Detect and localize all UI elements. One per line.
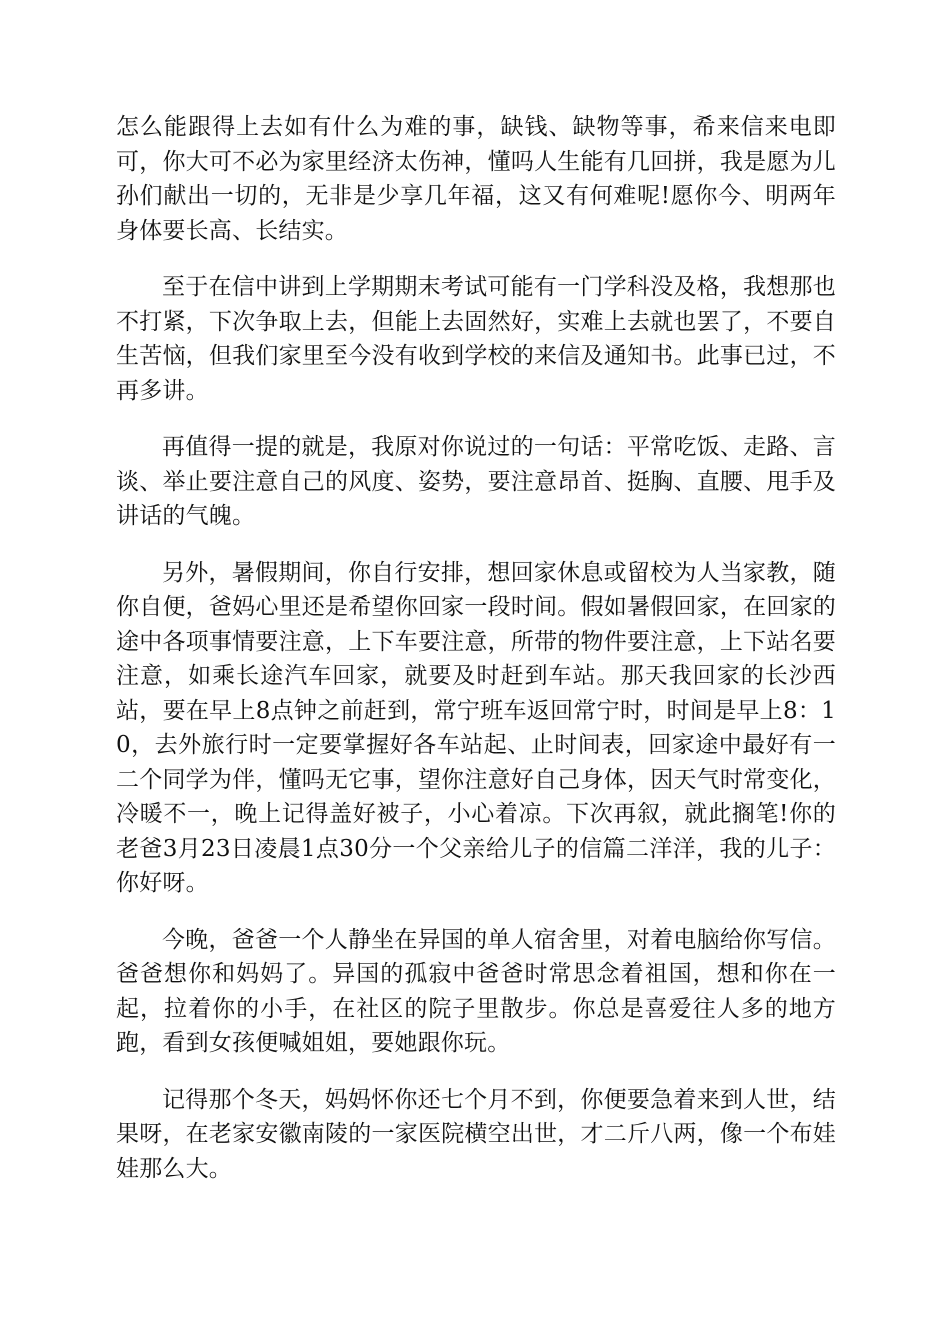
paragraph-2: 至于在信中讲到上学期期末考试可能有一门学科没及格，我想那也不打紧，下次争取上去，但能上去固然好，实难上去就也罢了，不要自生苦恼，但我们家里至今没有收到学校的来信及通知书。此事已过，不再多讲。 [116,274,836,404]
document-body [116,110,836,1208]
paragraph-1: 怎么能跟得上去如有什么为难的事，缺钱、缺物等事，希来信来电即可，你大可不必为家里经济太伤神，懂吗人生能有几回拼，我是愿为儿孙们献出一切的，无非是少享几年福，这又有何难呢!愿你今、明两年身体要长高、长结实。 [116,114,836,244]
paragraph-4: 另外，暑假期间，你自行安排，想回家休息或留校为人当家教，随你自便，爸妈心里还是希望你回家一段时间。假如暑假回家，在回家的途中各项事情要注意，上下车要注意，所带的物件要注意，上下站名要注意，如乘长途汽车回家，就要及时赶到车站。那天我回家的长沙西站，要在早上8点钟之前赶到，常宁班车返回常宁时，时间是早上8：10，去外旅行时一定要掌握好各车站起、止时间表，回家途中最好有一二个同学为伴，懂吗无它事，望你注意好自己身体，因天气时常变化，冷暖不一，晚上记得盖好被子，小心着凉。下次再叙，就此搁笔!你的老爸3月23日凌晨1点30分一个父亲给儿子的信篇二洋洋，我的儿子：你好呀。 [116,559,836,896]
paragraph-3: 再值得一提的就是，我原对你说过的一句话：平常吃饭、走路、言谈、举止要注意自己的风度、姿势，要注意昂首、挺胸、直腰、甩手及讲话的气魄。 [116,434,836,529]
paragraph-5: 今晚，爸爸一个人静坐在异国的单人宿舍里，对着电脑给你写信。爸爸想你和妈妈了。异国的孤寂中爸爸时常思念着祖国，想和你在一起，拉着你的小手，在社区的院子里散步。你总是喜爱往人多的地方跑，看到女孩便喊姐姐，要她跟你玩。 [116,926,836,1056]
paragraph-6: 记得那个冬天，妈妈怀你还七个月不到，你便要急着来到人世，结果呀，在老家安徽南陵的一家医院横空出世，才二斤八两，像一个布娃娃那么大。 [116,1086,836,1182]
